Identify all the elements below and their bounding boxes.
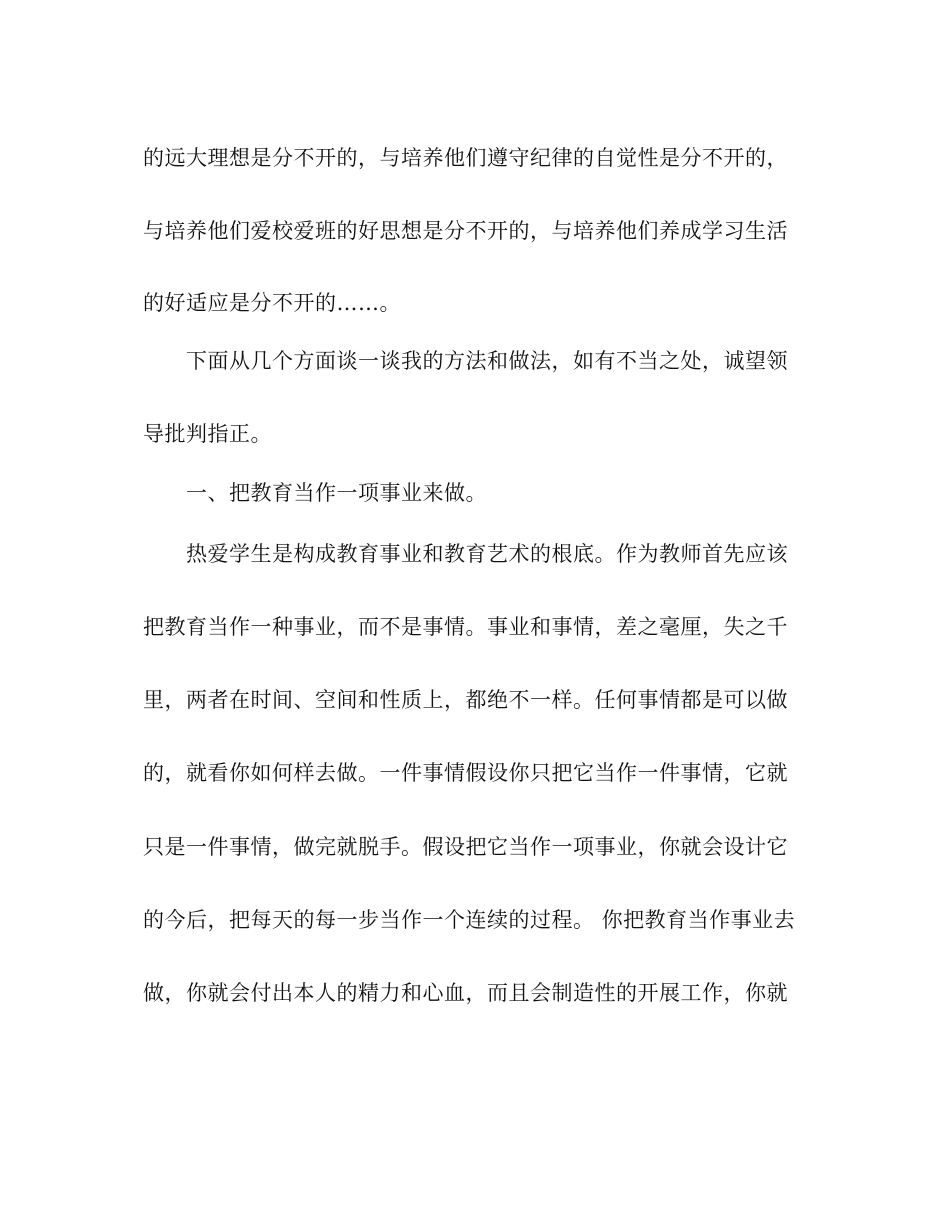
paragraph-line: 的今后，把每天的每一步当作一个连续的过程。 你把教育当作事业去 <box>143 908 796 932</box>
paragraph-line: 热爱学生是构成教育事业和教育艺术的根底。作为教师首先应该 <box>186 542 788 566</box>
paragraph-line: 只是一件事情，做完就脱手。假设把它当作一项事业，你就会设计它 <box>143 835 788 859</box>
paragraph-line: 的远大理想是分不开的，与培养他们遵守纪律的自觉性是分不开的， <box>143 146 788 170</box>
paragraph-line: 做，你就会付出本人的精力和心血，而且会制造性的开展工作，你就 <box>143 981 788 1005</box>
section-heading: 一、把教育当作一项事业来做。 <box>186 481 487 505</box>
paragraph-line: 与培养他们爱校爱班的好思想是分不开的，与培养他们养成学习生活 <box>143 219 788 243</box>
paragraph-line: 把教育当作一种事业，而不是事情。事业和事情，差之毫厘，失之千 <box>143 615 788 639</box>
paragraph-line: 下面从几个方面谈一谈我的方法和做法，如有不当之处，诚望领 <box>186 349 788 373</box>
paragraph-line: 里，两者在时间、空间和性质上，都绝不一样。任何事情都是可以做 <box>143 688 788 712</box>
paragraph-line: 的好适应是分不开的……。 <box>143 291 401 315</box>
paragraph-line: 导批判指正。 <box>143 422 272 446</box>
paragraph-line: 的，就看你如何样去做。一件事情假设你只把它当作一件事情，它就 <box>143 761 788 785</box>
